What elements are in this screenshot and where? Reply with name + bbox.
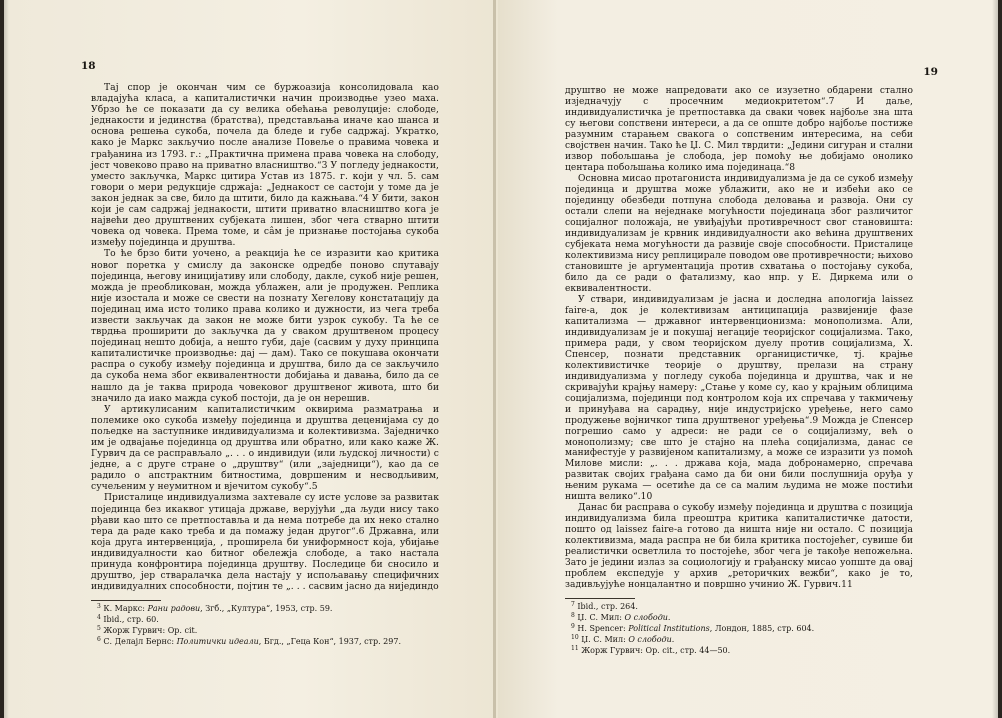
- footnote: $^7$ Ibid., стр. 264.: [571, 601, 638, 611]
- paragraph: У артикулисаним капиталистичким оквирима разматрања и полемике око сукоба између појединца и друштва деценијама су до пољедке на заступнике индивидуализма и колективизма. Заједничко им је одвајање појединца од друштва или обратно, или како каже Ж. Гурвич да се расправљало „. . . о индивидуи (или људској личности) с једне, а с друге стране о „друштву“ (или „заједници“), као да се радило о апстрактним битностима, довршеним и несводљивим, сучељеним у неумитном и вјечитом сукобу“.5: [91, 403, 439, 493]
- page-edge-shadow: [4, 0, 9, 718]
- book-spread: [4, 0, 998, 718]
- paragraph: друштво не може напредовати ако се изузетно обдарени стално изједначују с просечним медиокритетом“.7 И даље, индивидуалистичка је претпоставка да сваки човек најбоље зна шта су његови сопствени интереси, а да се опште добро најбоље постиже разумним старањем свакога о сопственим интересима, на себи својствен начин. Тако ће Џ. С. Мил тврдити: „Једини сигуран и стални извор побољшања је слобода, јер помоћу ње добијамо онолико центара побољшања колико има појединаца.“8: [565, 86, 913, 173]
- page-number: 18: [81, 60, 96, 72]
- paragraph: У ствари, индивидуализам је јасна и доследна апологија laissez faire-а, док је колективизам антиципација развијеније фазе капитализма — државног интервенционизма: монополизма. Али, индивидуализам је и покушај негације теоријског социјализма. Тако, примера ради, у свом теоријском дуелу против социјализма, Х. Спенсер, познати представник органицистичке, тј. крајње колективистичке теорије о друштву, прелази на страну индивидуализма у погледу сукоба појединца и друштва, чак и не скривајући крајњу намеру: „Стање у коме су, као у крајњим облицима социјализма, појединци под контролом која их спречава у такмичењу и принуђава на сарадњу, није индустријско уређење, него само продужење војничког типа друштвеног уређења“.9 Можда је Спенсер погрешио само у адреси: не ради се о социјализму, већ о монополизму; све што је стајно на плећа социјализма, данас се манифестује у развијеном капитализму, а може се изразити уз помоћ Милове мисли: „. . . државa која, мада добронамерно, спречава развитак својих грађана само да би они били послушнија оруђа у њеним рукама — осетиће да се са малим људима не може постићи ништа велико“.10: [565, 294, 913, 503]
- page-number: 19: [923, 66, 938, 78]
- body-text: [91, 82, 439, 592]
- paragraph: То ће брзо бити уочено, а реакција ће се изразити као критика новог поретка у смислу да законске одредбе поново спутавају појединца, његову иницијативу или слободу, дакле, сукоб није решен, можда је преобликован, можда ублажен, али је продужен. Реплика није изостала и може се свести на познату Хегелову констатацију да појединац има исто толико права колико и дужности, из чега треба извести закључак да закон не може бити узрок сукобу. Та ће се тврдња проширити до закључка да у сваком друштвеном процесу појединац нешто добија, а нешто губи, даје (сасвим у духу принципа капиталистичке производње: дај — дам). Тако се покушава окончати распра о сукобу између појединца и друштва, било да се закључило да сукоба нема због еквивалентности добијања и давања, било да се нашло да је таква природа човековог друштвеног живота, што би значило да иако мажда сукоб постоји, да је он нерешив.: [91, 248, 439, 404]
- left-page: [4, 0, 498, 718]
- footnote-rule: [565, 598, 635, 599]
- paragraph: Тај спор је окончан чим се буржоазија консолидовала као владајућа класа, а капиталистички начин производње узео маха. Убрзо ће се показати да су велика обећања револуције: слободе, једнакости и јединства (братства), представљања иначе као шанса и основа решења сукоба, почела да бледе и губе садржај. Укратко, како је Маркс закључио после анализе Повеље о правима човека и грађанина из 1793. г.: „Практична примена права човека на слободу, јест човеково право на приватно власништво.“3 У погледу једнакости, уместо закључка, Маркс цитира Устав из 1875. г. који у чл. 5. сам говори о мери редукције сдржаја: „Једнакост се састоји у томе да је закон једнак за све, било да штити, било да кажњава.“4 У бити, закон који је сам садржај једнакости, штити приватно власништво кога је највећи део друштвених субјеката лишен, због чега стварно штити човека од човека. Према томе, и сâм је признање постојања сукоба између појединца и друштва.: [91, 82, 439, 249]
- book-gutter: [493, 0, 496, 718]
- footnote: $^{10}$ Џ. С. Мил: О слободи.: [571, 634, 675, 644]
- footnote: $^{11}$ Жорж Гурвич: Op. cit., стр. 44—50.: [571, 645, 731, 655]
- body-text: [565, 86, 913, 591]
- footnote: $^6$ С. Делајл Бернс: Политички идеали, Бгд., „Геца Кон“, 1937, стр. 297.: [97, 636, 401, 646]
- paragraph: Данас би расправа о сукобу између појединца и друштва с позиција индивидуализма била преоштра критика капиталистичке датости, пошто од laissez faire-а готово да ништа није ни остало. С позиција колективизма, мада распра не би била критика постојећег, сувише би реалистички осветлила то постојеће, због чега је такође непожељна. Зато је једини излаз за социологију и грађанску мисао уопште да овај проблем експедује у архив „реторичких вежби“, како је то, задивљујуће нонцалантно и површно учинио Ж. Гурвич.11: [565, 503, 913, 591]
- paragraph: Основна мисао протагониста индивидуализма је да се сукоб између појединца и друштва може ублажити, ако не и избећи ако се појединцу обезбеди потпуна слобода деловања и развоја. Они су остали слепи на неједнаке могућности појединаца због различитог социјалног положаја, не увиђајући противречност свог становишта: индивидуализам је крвник индивидуалности ако већина друштвених субјеката нема могућности да развије своје способности. Присталице колективизма нису реплицирале поводом ове противречности; њихово становиште је аргументација против схватања о постојању сукоба, било да се ради о фатализму, као нпр. у Е. Диркема или о еквивалентности.: [565, 173, 913, 294]
- footnote: $^3$ К. Маркс: Рани радови, Згб., „Култура“, 1953, стр. 59.: [97, 603, 333, 613]
- footnote: $^8$ Џ. С. Мил: О слободи.: [571, 612, 671, 622]
- footnotes: [97, 603, 437, 647]
- footnote: $^9$ H. Spencer: Political Institutions, Лондон, 1885, стр. 604.: [571, 623, 815, 633]
- footnote: $^4$ Ibid., стр. 60.: [97, 614, 159, 624]
- right-page: [498, 0, 998, 718]
- footnote: $^5$ Жорж Гурвич: Op. cit.: [97, 625, 198, 635]
- page-edge-shadow: [992, 0, 998, 718]
- paragraph: Присталице индивидуализма захтевале су исте услове за развитак појединца без икаквог утицаја државе, верујући „да људи нису тако рђави као што се претпоставља и да нема потребе да их неко стално тера да раде како треба и да помажу један другог“.6 Државна, или која друга интервенција, , проширела би униформност која, убијање индивидуалности као битног обележја слободе, а тако настала принуда конфронтира појединца друштву. Последице би сносило и друштво, јер стваралачка дела настају у испољавању специфичних индивидуалних способности, појтин те „. . . сасвим јасно да нијединдо: [91, 492, 439, 593]
- footnotes: [571, 601, 911, 656]
- footnote-rule: [91, 600, 161, 601]
